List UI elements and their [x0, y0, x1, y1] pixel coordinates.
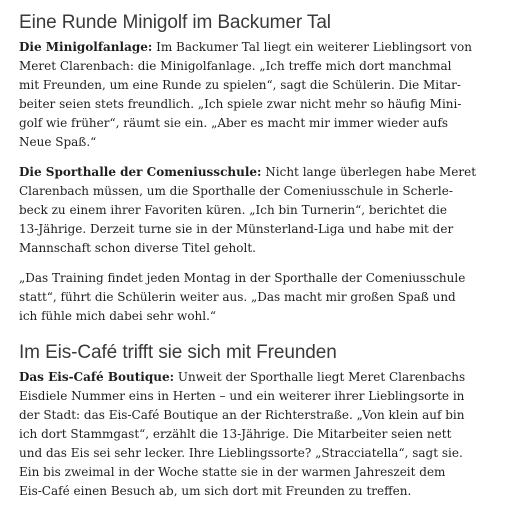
section-heading-minigolf: Eine Runde Minigolf im Backumer Tal — [19, 12, 331, 33]
paragraph-text: Mannschaft schon diverse Titel geholt. — [19, 241, 256, 255]
paragraph-sporthalle — [19, 163, 519, 258]
paragraph-text: statt“, führt die Schülerin weiter aus. „Das macht mir großen Spaß und — [19, 290, 456, 304]
paragraph-text: und das Eis sei sehr lecker. Ihre Lieblingssorte? „Stracciatella“, sagt sie. — [19, 446, 463, 460]
paragraph-text: Im Backumer Tal liegt ein weiterer Lieblingsort von — [152, 40, 472, 54]
paragraph-eiscafe — [19, 368, 519, 501]
paragraph-text: der Stadt: das Eis-Café Boutique an der Richterstraße. „Von klein auf bin — [19, 408, 465, 422]
paragraph-text: beck zu einem ihrer Favoriten küren. „Ich bin Turnerin“, berichtet die — [19, 203, 447, 217]
paragraph-lead: Das Eis-Café Boutique: — [19, 370, 175, 384]
paragraph-minigolfanlage — [19, 38, 519, 152]
paragraph-text: Eisdiele Nummer eins in Herten – und ein weiterer ihrer Lieblingsorte in — [19, 389, 465, 403]
paragraph-text: Ein bis zweimal in der Woche statte sie in der warmen Jahreszeit dem — [19, 465, 446, 479]
paragraph-text: Unweit der Sporthalle liegt Meret Clarenbachs — [174, 370, 466, 384]
paragraph-text: ich fühle mich dabei sehr wohl.“ — [19, 309, 217, 323]
paragraph-text: Neue Spaß.“ — [19, 135, 97, 149]
paragraph-text: mit Freunden, um eine Runde zu spielen“, sagt die Schülerin. Die Mitar- — [19, 78, 461, 92]
paragraph-text: Nicht lange überlegen habe Meret — [261, 165, 477, 179]
paragraph-text: Meret Clarenbach: die Minigolfanlage. „Ich treffe mich dort manchmal — [19, 59, 452, 73]
paragraph-text: „Das Training findet jeden Montag in der Sporthalle der Comeniusschule — [19, 271, 466, 285]
paragraph-text: golf wie früher“, räumt sie ein. „Aber es macht mir immer wieder aufs — [19, 116, 449, 130]
paragraph-text: 13-Jährige. Derzeit turne sie in der Münsterland-Liga und habe mit der — [19, 222, 454, 236]
section-heading-eiscafe: Im Eis-Café trifft sie sich mit Freunden — [19, 342, 337, 363]
paragraph-lead: Die Sporthalle der Comeniusschule: — [19, 165, 262, 179]
paragraph-text: ich dort Stammgast“, erzählt die 13-Jährige. Die Mitarbeiter seien nett — [19, 427, 452, 441]
paragraph-lead: Die Minigolfanlage: — [19, 40, 153, 54]
paragraph-text: Eis-Café einen Besuch ab, um sich dort mit Freunden zu treffen. — [19, 484, 412, 498]
paragraph-training — [19, 269, 519, 326]
paragraph-text: Clarenbach müssen, um die Sporthalle der Comeniusschule in Scherle- — [19, 184, 453, 198]
paragraph-text: beiter seien stets freundlich. „Ich spiele zwar nicht mehr so häufig Mini- — [19, 97, 462, 111]
article-body — [19, 10, 519, 512]
